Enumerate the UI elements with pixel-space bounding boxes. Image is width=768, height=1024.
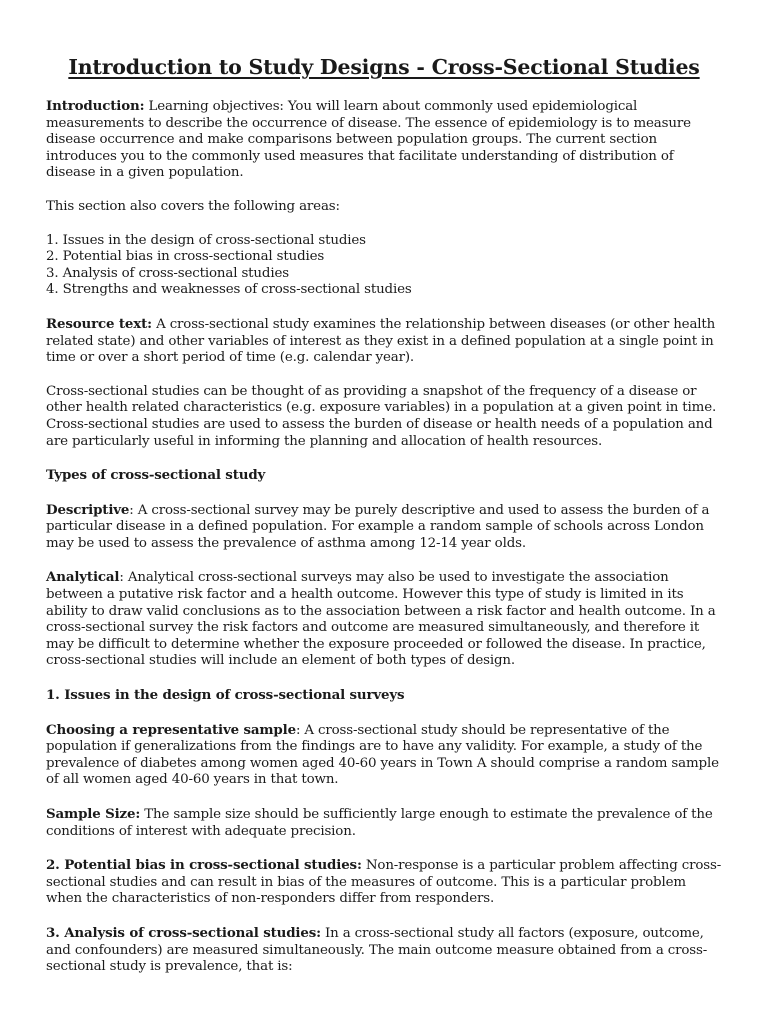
descriptive-text: : A cross-sectional survey may be purely descriptive and used to assess the burden of a particular disease in a defined population. For example a random sample of schools across London may be used to assess the prevalence of asthma among 12-14 year olds. [46,502,710,551]
sample-size-label: Sample Size: [46,806,141,822]
intro-paragraph [46,98,722,182]
resource-paragraph [46,316,722,367]
section1-heading [46,687,722,705]
descriptive-paragraph [46,502,722,553]
list-item: 4. Strengths and weaknesses of cross-sectional studies [46,282,412,298]
snapshot-paragraph: Cross-sectional studies can be thought of as providing a snapshot of the frequency of a disease or other health related characteristics (e.g. exposure variables) in a population at a given point in time. Cross-sectional studies are used to assess the burden of disease or health needs of a population and are particularly useful in informing the planning and allocation of health resources. [46,383,717,449]
analytical-label: Analytical [46,569,120,586]
analysis-label: 3. Analysis of cross-sectional studies: [46,924,321,941]
document-title: Introduction to Study Designs - Cross-Sectional Studies [68,55,700,79]
sample-text: : A cross-sectional study should be representative of the population if generalizations from the findings are to have any validity. For example, a study of the prevalence of diabetes among women aged 40-60 years in Town A should comprise a random sample of all women aged 40-60 years in that town. [46,722,719,788]
list-item: 3. Analysis of cross-sectional studies [46,265,289,281]
sample-label: Choosing a representative sample [46,721,296,738]
descriptive-label: Descriptive [46,501,130,518]
analysis-text: In a cross-sectional study all factors (exposure, outcome, and confounders) are measured simultaneously. The main outcome measure obtained from a cross-sectional study is prevalence, that is: [46,925,708,975]
bias-paragraph [46,857,722,908]
areas-list [46,233,722,299]
types-heading [46,467,722,485]
resource-label: Resource text: [46,315,152,332]
analytical-text: : Analytical cross-sectional surveys may also be used to investigate the association between a putative risk factor and a health outcome. However this type of study is limited in its ability to draw valid conclusions as to the association between a risk factor and health outcome. In a cross-sectional survey the risk factors and outcome are measured simultaneously, and therefore it may be difficult to determine whether the exposure proceeded or followed the disease. In practice, cross-sectional studies will include an element of both types of design. [46,570,716,669]
sample-paragraph [46,722,722,789]
types-heading-text: Types of cross-sectional study [46,467,266,484]
sample-size-text: The sample size should be sufficiently large enough to estimate the prevalence of the conditions of interest with adequate precision. [46,807,713,839]
intro-text: Learning objectives: You will learn about commonly used epidemiological measurements to describe the occurrence of disease. The essence of epidemiology is to measure disease occurrence and make comparisons between population groups. The current section introduces you to the commonly used measures that facilitate understanding of distribution of disease in a given population. [46,99,691,181]
analysis-paragraph [46,925,722,976]
sample-size-paragraph [46,806,722,840]
analytical-paragraph [46,569,722,670]
list-item: 2. Potential bias in cross-sectional studies [46,249,325,265]
list-item: 1. Issues in the design of cross-sectional studies [46,232,366,248]
section1-heading-text: 1. Issues in the design of cross-sectional surveys [46,687,405,704]
resource-text: A cross-sectional study examines the relationship between diseases (or other health related state) and other variables of interest as they exist in a defined population at a single point in time or over a short period of time (e.g. calendar year). [46,316,716,366]
bias-text: Non-response is a particular problem affecting cross-sectional studies and can result in bias of the measures of outcome. This is a particular problem when the characteristics of non-responders differ from responders. [46,858,722,907]
intro-label: Introduction: [46,98,145,114]
areas-intro: This section also covers the following areas: [46,198,340,214]
bias-label: 2. Potential bias in cross-sectional studies: [46,857,362,874]
